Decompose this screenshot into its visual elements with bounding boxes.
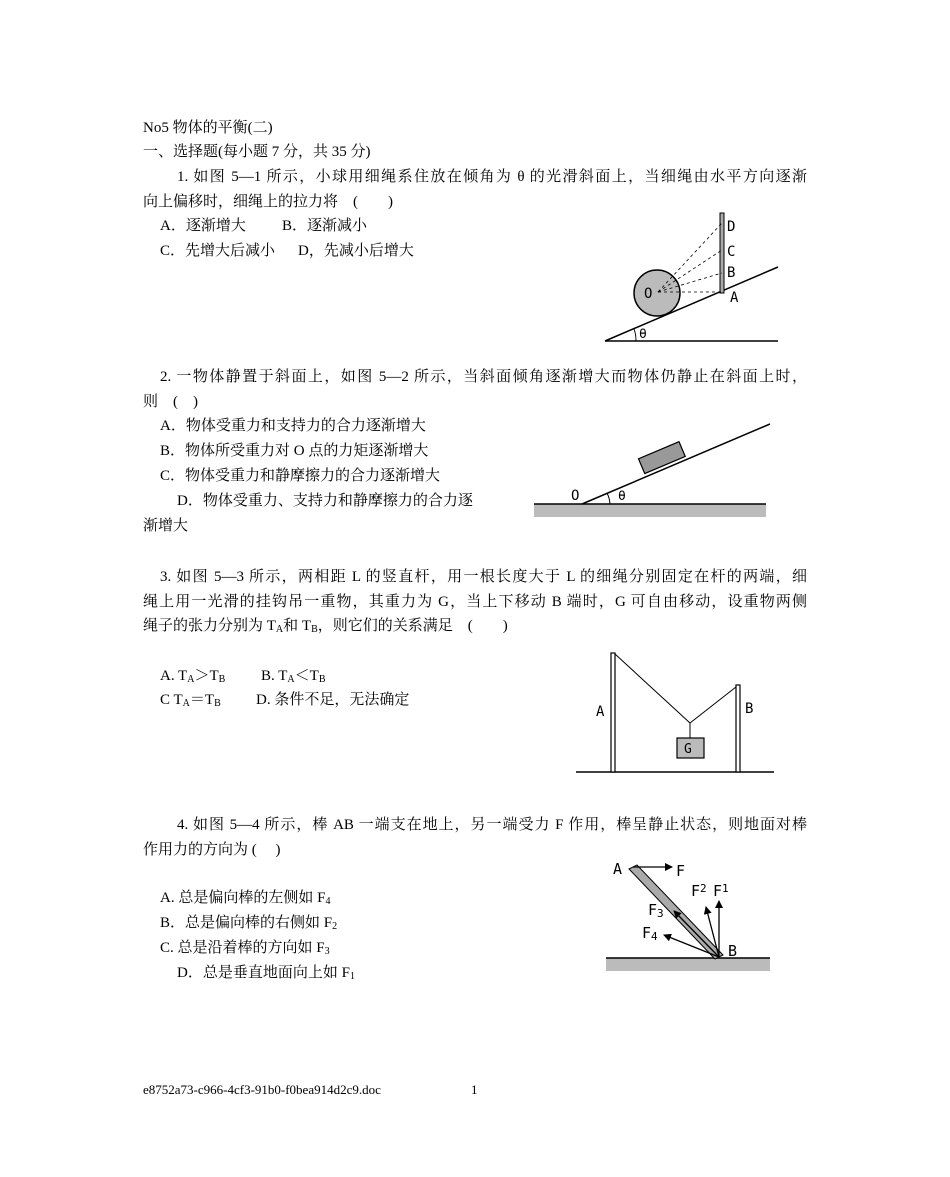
page-title: No5 物体的平衡(二): [143, 120, 273, 136]
fig1-label-c: C: [727, 244, 736, 260]
q4-option-c: C. 总是沿着棒的方向如 $F_3$: [160, 940, 330, 957]
q1-stem-line2: 向上偏移时，细绳上的拉力将 ( ): [143, 194, 393, 210]
figure-5-2: [530, 418, 775, 523]
figure-5-3: [572, 648, 777, 780]
q1-option-c: C．先增大后减小: [160, 243, 276, 259]
fig1-label-theta: θ: [639, 327, 647, 342]
q3-stem-line3: 绳子的张力分别为 $T_A$和 $T_B$，则它们的关系满足 ( ): [143, 618, 508, 635]
q4-option-d: D．总是垂直地面向上如 $F_1$: [177, 965, 355, 982]
fig4-label-f3: F3: [648, 901, 664, 920]
fig4-label-f4: F4: [642, 924, 658, 943]
fig1-label-b: B: [727, 265, 736, 281]
q1-stem-line1: 1. 如图 5—1 所示，小球用细绳系住放在倾角为 θ 的光滑斜面上，当细绳由水平方向逐渐: [177, 169, 807, 185]
fig3-label-b: B: [745, 701, 754, 717]
q4-option-a: A. 总是偏向棒的左侧如 $F_4$: [160, 890, 331, 907]
figure-5-4: [602, 855, 774, 977]
q4-stem-line2: 作用力的方向为 ( ): [143, 842, 281, 858]
q2-stem-line1: 2. 一物体静置于斜面上，如图 5—2 所示，当斜面倾角逐渐增大而物体仍静止在斜面上时，: [160, 369, 807, 385]
q2-option-a: A．物体受重力和支持力的合力逐渐增大: [160, 418, 426, 434]
q3-option-c: C $T_A=T_B$: [160, 692, 221, 709]
section-heading: 一、选择题(每小题 7 分，共 35 分): [143, 144, 371, 160]
q2-option-b: B．物体所受重力对 O 点的力矩逐渐增大: [160, 443, 429, 459]
q2-option-d-line2: 渐增大: [143, 518, 189, 534]
fig4-label-f1: $F^1$: [713, 882, 729, 900]
fig4-label-f: F: [676, 862, 686, 880]
figure-5-1: [600, 205, 785, 345]
q1-option-b: B．逐渐减小: [282, 218, 368, 234]
fig3-label-g: G: [684, 742, 692, 757]
fig4-label-b: B: [728, 942, 738, 960]
fig1-label-d: D: [727, 219, 736, 235]
fig2-label-o: O: [571, 488, 580, 504]
q3-option-b: B. $T_A<T_B$: [261, 668, 326, 685]
fig1-label-o: O: [644, 286, 653, 302]
page-number: 1: [471, 1082, 478, 1097]
q3-option-d: D. 条件不足，无法确定: [256, 692, 410, 708]
q4-stem-line1: 4. 如图 5—4 所示，棒 AB 一端支在地上，另一端受力 F 作用，棒呈静止状态，则地面对棒: [177, 817, 807, 833]
fig4-label-f2: $F^2$: [691, 882, 707, 900]
q2-option-d-line1: D．物体受重力、支持力和静摩擦力的合力逐: [177, 493, 473, 509]
q4-option-b: B．总是偏向棒的右侧如 $F_2$: [160, 915, 338, 932]
q1-option-a: A．逐渐增大: [160, 218, 246, 234]
q3-stem-line1: 3. 如图 5—3 所示，两相距 L 的竖直杆，用一根长度大于 L 的细绳分别固定在杆的两端，细: [160, 569, 807, 585]
fig2-label-theta: θ: [618, 489, 626, 504]
fig1-label-a: A: [730, 290, 739, 306]
footer-filename: e8752a73-c966-4cf3-91b0-f0bea914d2c9.doc: [143, 1082, 381, 1097]
q1-option-d: D，先减小后增大: [298, 243, 414, 259]
q2-stem-line2: 则 ( ): [143, 394, 198, 410]
fig3-label-a: A: [596, 704, 605, 720]
q2-option-c: C．物体受重力和静摩擦力的合力逐渐增大: [160, 468, 441, 484]
q3-stem-line2: 绳上用一光滑的挂钩吊一重物，其重力为 G，当上下移动 B 端时，G 可自由移动，设重物两侧: [143, 594, 807, 610]
q3-option-a: A. $T_A>T_B$: [160, 668, 226, 685]
fig4-label-a: A: [613, 860, 623, 878]
